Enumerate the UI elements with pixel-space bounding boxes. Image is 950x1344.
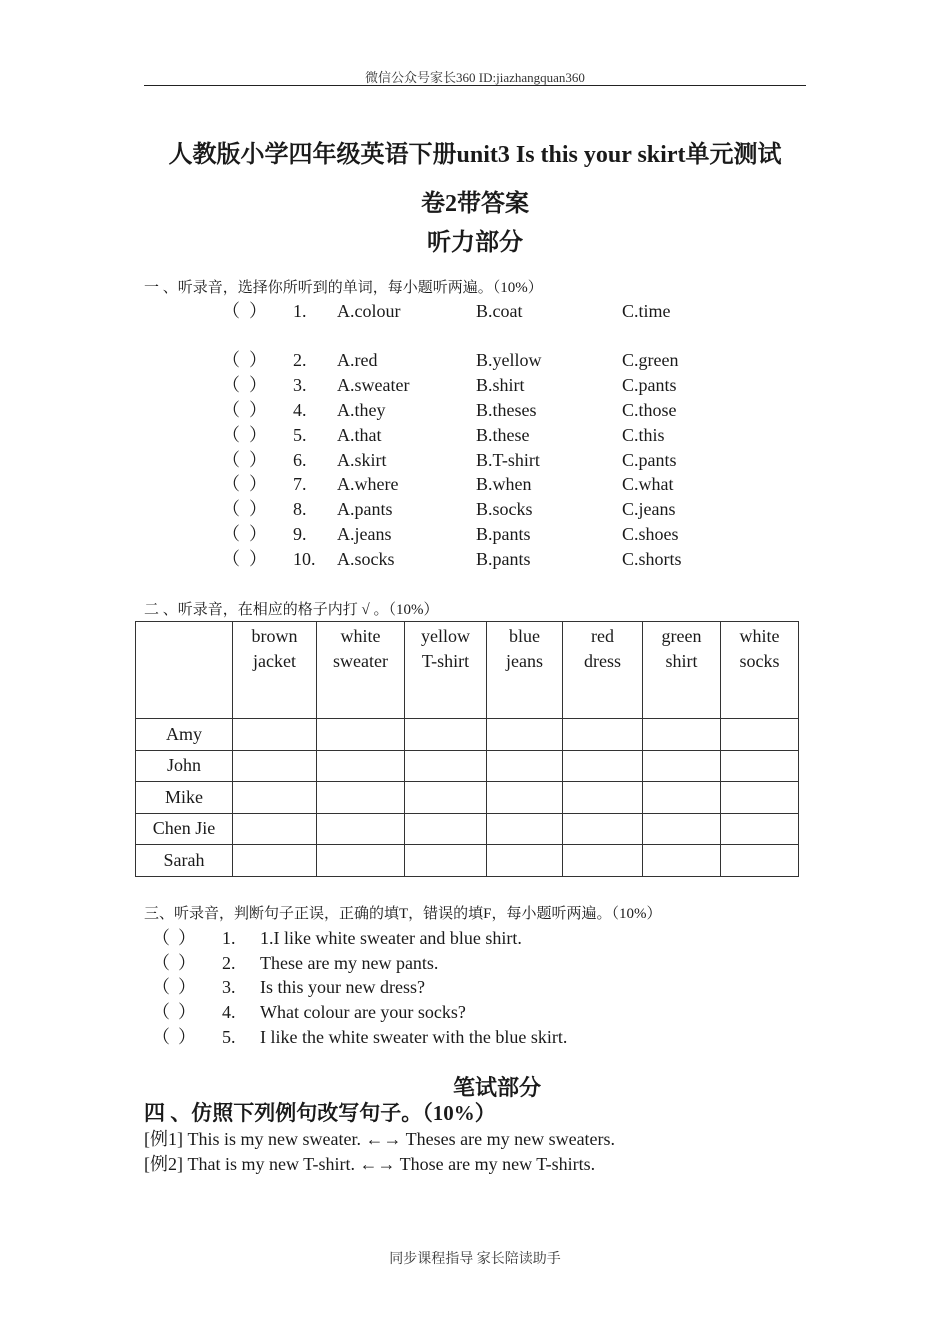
answer-paren-open: （ — [152, 953, 170, 973]
written-part-title: 笔试部分 — [452, 1075, 541, 1100]
option-c: C.pants — [622, 375, 677, 395]
option-a: A.jeans — [337, 524, 392, 544]
option-c: C.pants — [622, 450, 677, 470]
student-name: Amy — [136, 719, 233, 751]
check-cell[interactable] — [721, 719, 799, 751]
check-cell[interactable] — [563, 750, 643, 782]
column-color: green — [661, 626, 702, 646]
check-cell[interactable] — [487, 782, 563, 814]
check-cell[interactable] — [487, 719, 563, 751]
question-number: 6. — [293, 450, 307, 470]
section3-heading: 三、听录音，判断句子正误，正确的填T，错误的填F，每小题听两遍。（10%） — [144, 906, 662, 922]
student-name: John — [136, 750, 233, 782]
check-cell[interactable] — [721, 782, 799, 814]
answer-paren-close: ） — [249, 400, 267, 420]
check-cell[interactable] — [721, 750, 799, 782]
table-header-row — [136, 622, 799, 719]
question-number: 4. — [222, 1002, 236, 1022]
question-row — [0, 497, 950, 521]
judgement-row — [0, 951, 950, 975]
check-cell[interactable] — [317, 782, 405, 814]
answer-paren-close: ） — [249, 375, 267, 395]
table-row — [136, 750, 799, 782]
check-cell[interactable] — [643, 719, 721, 751]
question-row — [0, 423, 950, 447]
check-cell[interactable] — [317, 845, 405, 877]
check-cell[interactable] — [317, 813, 405, 845]
option-a: A.socks — [337, 549, 395, 569]
answer-paren-close: ） — [249, 301, 267, 321]
question-number: 5. — [293, 425, 307, 445]
sentence-text: What colour are your socks? — [260, 1002, 466, 1022]
option-b: B.theses — [476, 400, 537, 420]
answer-paren-close: ） — [249, 549, 267, 569]
question-row — [0, 472, 950, 496]
option-a: A.that — [337, 425, 382, 445]
column-header — [233, 622, 317, 719]
check-cell[interactable] — [233, 813, 317, 845]
student-name: Mike — [136, 782, 233, 814]
answer-paren-open: （ — [222, 549, 240, 569]
column-header — [721, 622, 799, 719]
answer-paren-close: ） — [178, 928, 196, 948]
option-c: C.time — [622, 301, 671, 321]
check-cell[interactable] — [405, 782, 487, 814]
table-row — [136, 813, 799, 845]
option-a: A.skirt — [337, 450, 387, 470]
check-cell[interactable] — [317, 750, 405, 782]
check-cell[interactable] — [233, 782, 317, 814]
answer-paren-close: ） — [249, 524, 267, 544]
section1-heading: 一 、听录音，选择你所听到的单词，每小题听两遍。（10%） — [144, 280, 543, 296]
option-b: B.coat — [476, 301, 523, 321]
check-cell[interactable] — [643, 782, 721, 814]
judgement-row — [0, 926, 950, 950]
check-cell[interactable] — [233, 719, 317, 751]
option-b: B.yellow — [476, 350, 542, 370]
option-b: B.pants — [476, 524, 531, 544]
question-number: 3. — [222, 977, 236, 997]
listening-part-title: 听力部分 — [427, 230, 523, 256]
check-cell[interactable] — [487, 845, 563, 877]
answer-paren-close: ） — [178, 1002, 196, 1022]
check-cell[interactable] — [643, 750, 721, 782]
question-number: 2. — [222, 953, 236, 973]
answer-paren-open: （ — [222, 350, 240, 370]
sentence-text: I like the white sweater with the blue skirt. — [260, 1027, 568, 1047]
check-cell[interactable] — [721, 813, 799, 845]
section2-heading: 二 、听录音，在相应的格子内打 √ 。（10%） — [144, 602, 439, 618]
question-number: 9. — [293, 524, 307, 544]
option-c: C.shorts — [622, 549, 682, 569]
doc-title-line2: 卷2带答案 — [421, 191, 529, 217]
option-a: A.they — [337, 400, 386, 420]
sentence-text: Is this your new dress? — [260, 977, 425, 997]
check-cell[interactable] — [721, 845, 799, 877]
answer-paren-open: （ — [152, 1002, 170, 1022]
question-row — [0, 348, 950, 372]
doc-title-line1: 人教版小学四年级英语下册unit3 Is this your skirt单元测试 — [168, 142, 782, 168]
answer-paren-close: ） — [178, 1027, 196, 1047]
answer-paren-close: ） — [249, 474, 267, 494]
check-cell[interactable] — [563, 782, 643, 814]
column-item: sweater — [333, 651, 388, 671]
option-b: B.pants — [476, 549, 531, 569]
check-cell[interactable] — [563, 813, 643, 845]
column-item: shirt — [665, 651, 698, 671]
answer-paren-open: （ — [222, 301, 240, 321]
answer-paren-close: ） — [178, 977, 196, 997]
option-b: B.shirt — [476, 375, 525, 395]
question-number: 3. — [293, 375, 307, 395]
check-cell[interactable] — [563, 845, 643, 877]
example-sentence-2: [例2] That is my new T-shirt. ←→ Those are my new T-shirts. — [144, 1154, 596, 1174]
answer-paren-open: （ — [222, 375, 240, 395]
check-cell[interactable] — [405, 813, 487, 845]
option-b: B.when — [476, 474, 532, 494]
option-a: A.colour — [337, 301, 401, 321]
answer-paren-close: ） — [249, 425, 267, 445]
question-row — [0, 398, 950, 422]
check-cell[interactable] — [405, 750, 487, 782]
clothing-check-table — [135, 621, 799, 877]
check-cell[interactable] — [233, 845, 317, 877]
check-cell[interactable] — [643, 813, 721, 845]
answer-paren-open: （ — [152, 1027, 170, 1047]
student-name: Chen Jie — [136, 813, 233, 845]
question-row — [0, 522, 950, 546]
option-b: B.socks — [476, 499, 533, 519]
answer-paren-close: ） — [249, 350, 267, 370]
question-number: 1. — [222, 928, 236, 948]
sentence-text: These are my new pants. — [260, 953, 439, 973]
check-cell[interactable] — [405, 719, 487, 751]
column-item: dress — [584, 651, 621, 671]
check-cell[interactable] — [643, 845, 721, 877]
answer-paren-close: ） — [178, 953, 196, 973]
judgement-row — [0, 975, 950, 999]
option-c: C.green — [622, 350, 679, 370]
option-b: B.these — [476, 425, 530, 445]
check-cell[interactable] — [487, 750, 563, 782]
column-item: jeans — [506, 651, 543, 671]
check-cell[interactable] — [405, 845, 487, 877]
option-c: C.jeans — [622, 499, 676, 519]
option-a: A.pants — [337, 499, 393, 519]
column-item: jacket — [253, 651, 296, 671]
example-sentence-1: [例1] This is my new sweater. ←→ Theses are my new sweaters. — [144, 1129, 616, 1149]
question-number: 8. — [293, 499, 307, 519]
column-item: T-shirt — [421, 651, 470, 671]
table-row — [136, 782, 799, 814]
check-cell[interactable] — [233, 750, 317, 782]
answer-paren-close: ） — [249, 499, 267, 519]
check-cell[interactable] — [563, 719, 643, 751]
page-header: 微信公众号家长360 ID:jiazhangquan360 — [365, 70, 585, 85]
judgement-row — [0, 1000, 950, 1024]
question-number: 4. — [293, 400, 307, 420]
question-row — [0, 299, 950, 323]
question-row — [0, 547, 950, 571]
question-number: 2. — [293, 350, 307, 370]
column-header — [317, 622, 405, 719]
table-row — [136, 845, 799, 877]
question-number: 5. — [222, 1027, 236, 1047]
option-c: C.this — [622, 425, 665, 445]
header-rule — [144, 85, 806, 86]
option-a: A.sweater — [337, 375, 410, 395]
column-item: socks — [739, 651, 780, 671]
column-color: red — [591, 626, 614, 646]
judgement-row — [0, 1025, 950, 1049]
column-color: white — [340, 626, 381, 646]
option-a: A.where — [337, 474, 399, 494]
answer-paren-open: （ — [222, 400, 240, 420]
answer-paren-open: （ — [222, 474, 240, 494]
table-row — [136, 719, 799, 751]
question-number: 1. — [293, 301, 307, 321]
question-row — [0, 448, 950, 472]
student-name: Sarah — [136, 845, 233, 877]
column-color: yellow — [421, 626, 470, 646]
question-number: 7. — [293, 474, 307, 494]
column-header — [563, 622, 643, 719]
option-a: A.red — [337, 350, 378, 370]
column-header — [405, 622, 487, 719]
option-c: C.those — [622, 400, 677, 420]
answer-paren-open: （ — [222, 425, 240, 445]
column-header — [487, 622, 563, 719]
question-row — [0, 373, 950, 397]
answer-paren-open: （ — [222, 499, 240, 519]
column-color: white — [739, 626, 780, 646]
answer-paren-open: （ — [152, 928, 170, 948]
column-color: blue — [509, 626, 540, 646]
check-cell[interactable] — [487, 813, 563, 845]
option-b: B.T-shirt — [476, 450, 540, 470]
option-c: C.shoes — [622, 524, 679, 544]
question-number: 10. — [293, 549, 316, 569]
answer-paren-open: （ — [222, 450, 240, 470]
answer-paren-open: （ — [152, 977, 170, 997]
check-cell[interactable] — [317, 719, 405, 751]
page-footer: 同步课程指导 家长陪读助手 — [389, 1252, 561, 1267]
option-c: C.what — [622, 474, 674, 494]
answer-paren-close: ） — [249, 450, 267, 470]
column-header — [643, 622, 721, 719]
section4-heading: 四 、仿照下列例句改写句子。（10%） — [144, 1101, 496, 1125]
column-color: brown — [251, 626, 298, 646]
answer-paren-open: （ — [222, 524, 240, 544]
sentence-text: 1.I like white sweater and blue shirt. — [260, 928, 522, 948]
corner-cell — [136, 622, 233, 719]
